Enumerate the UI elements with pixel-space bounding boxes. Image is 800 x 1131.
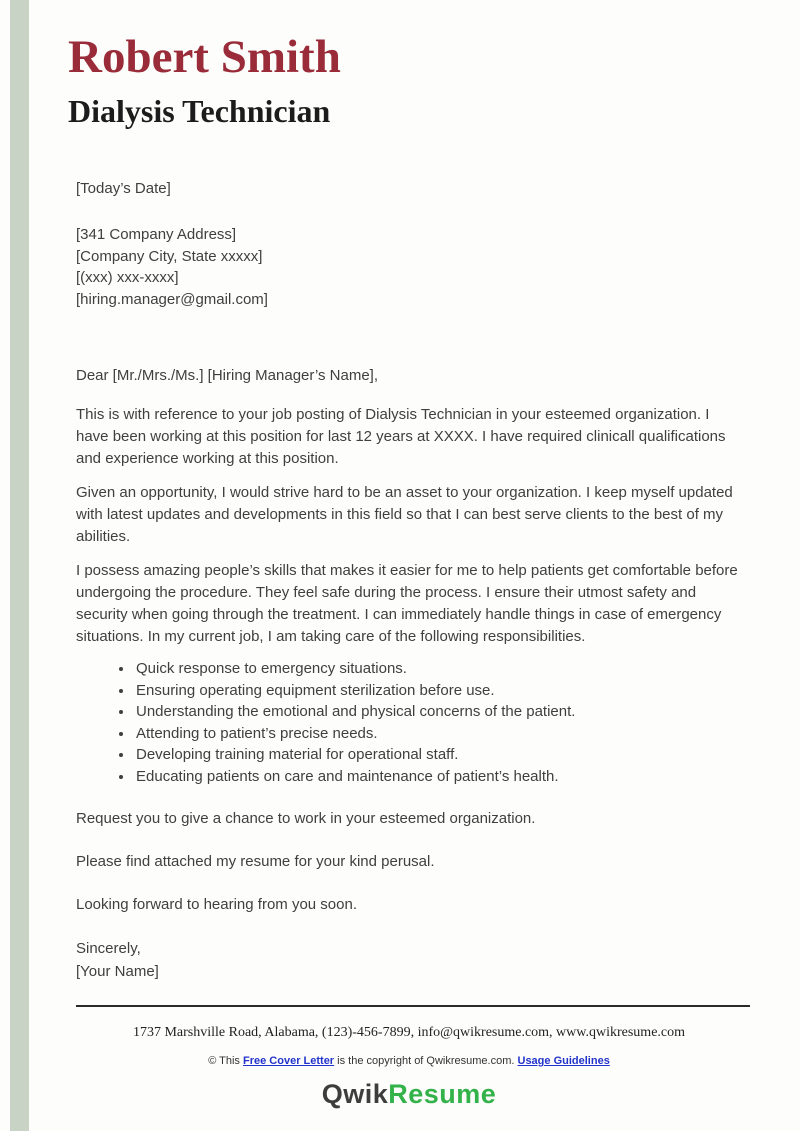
letter-paragraph: I possess amazing people’s skills that makes it easier for me to help patients get comfortable before undergoing the procedure. They feel safe during the process. I ensure their utmost safety and security when going through the treatment. I can immediately handle things in case of emergency situations. In my current job, I am taking care of the following responsibilities.	[76, 562, 738, 645]
usage-guidelines-link[interactable]: Usage Guidelines	[517, 1055, 610, 1067]
footer-copyright	[76, 1055, 742, 1067]
closing-line: Request you to give a chance to work in your esteemed organization.	[76, 810, 536, 827]
company-phone-line: [(xxx) xxx-xxxx]	[76, 269, 179, 286]
logo-text-qwik: Qwik	[321, 1079, 389, 1109]
responsibility-item: • Attending to patient’s precise needs.	[134, 723, 742, 745]
logo-text-resume: Resume	[388, 1079, 497, 1109]
responsibilities-list	[76, 658, 742, 787]
salutation: Dear [Mr./Mrs./Ms.] [Hiring Manager’s Name],	[76, 367, 379, 384]
candidate-name: Robert Smith	[68, 31, 341, 83]
todays-date: [Today’s Date]	[76, 180, 171, 197]
signoff-block	[76, 938, 742, 983]
company-address-line: [341 Company Address]	[76, 226, 237, 243]
signoff: Sincerely,	[76, 940, 141, 957]
company-contact-block	[76, 224, 742, 310]
free-cover-letter-link[interactable]: Free Cover Letter	[243, 1055, 335, 1067]
hiring-manager-email-line: [hiring.manager@gmail.com]	[76, 290, 268, 308]
candidate-job-title: Dialysis Technician	[68, 93, 331, 129]
signature-placeholder: [Your Name]	[76, 962, 159, 980]
footer-address: 1737 Marshville Road, Alabama, (123)-456-7899, info@qwikresume.com, www.qwikresume.com	[132, 1025, 686, 1040]
closing-line: Please find attached my resume for your kind perusal.	[76, 853, 435, 870]
copyright-middle: is the copyright of Qwikresume.com.	[334, 1055, 518, 1067]
copyright-prefix: © This	[208, 1055, 243, 1067]
footer-divider	[76, 1005, 750, 1007]
responsibility-item: • Developing training material for operational staff.	[134, 744, 742, 766]
responsibility-item: • Understanding the emotional and physical concerns of the patient.	[134, 701, 742, 723]
responsibility-item: • Educating patients on care and maintenance of patient’s health.	[134, 766, 742, 788]
letter-paragraph: This is with reference to your job posting of Dialysis Technician in your esteemed organization. I have been working at this position for last 12 years at XXXX. I have required clinicall qualifications and experience working at this position.	[76, 406, 726, 467]
responsibility-item: • Quick response to emergency situations.	[134, 658, 742, 680]
letter-paragraph: Given an opportunity, I would strive hard to be an asset to your organization. I keep myself updated with latest updates and developments in this field so that I can best serve clients to the best of my abilities.	[76, 484, 733, 545]
qwikresume-logo	[76, 1079, 742, 1110]
company-city-line: [Company City, State xxxxx]	[76, 247, 263, 265]
closing-line: Looking forward to hearing from you soon.	[76, 896, 357, 913]
responsibility-item: • Ensuring operating equipment sterilization before use.	[134, 680, 742, 702]
